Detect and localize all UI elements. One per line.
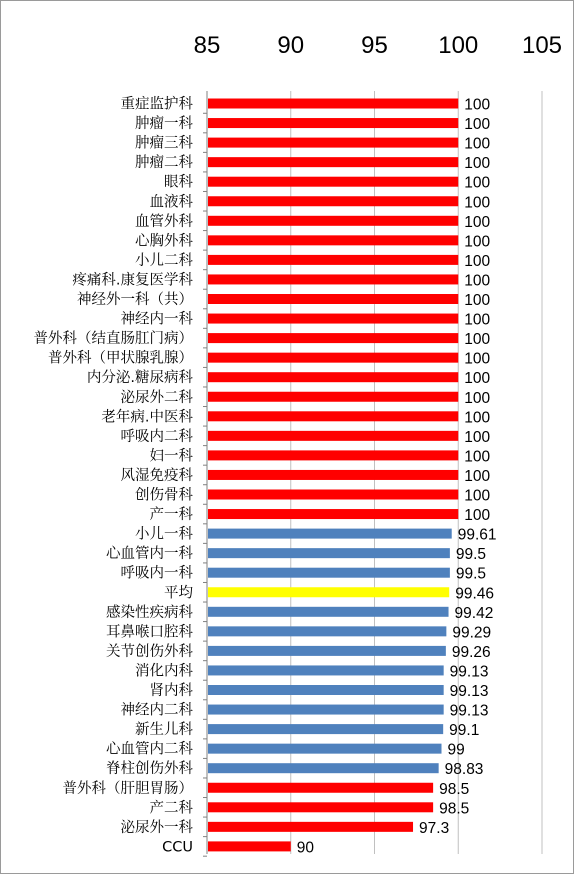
bar: [208, 665, 444, 675]
bar: [208, 157, 458, 167]
value-label: 100: [464, 292, 491, 309]
value-label: 100: [464, 213, 491, 231]
value-label: 99.5: [455, 565, 487, 583]
value-label: 100: [464, 370, 491, 388]
x-tick-label: 95: [361, 32, 388, 59]
value-label: 99.5: [455, 546, 487, 564]
category-label: 耳鼻喉口腔科: [106, 624, 193, 641]
category-label: 普外科（结直肠肛门病）: [33, 331, 193, 348]
category-label: 妇一科: [149, 448, 193, 465]
category-label: CCU: [162, 839, 193, 856]
bar: [208, 333, 458, 343]
value-label: 100: [464, 448, 491, 466]
bar: [208, 509, 458, 519]
category-label: 肾内科: [149, 683, 193, 699]
category-label: 感染性疾病科: [106, 604, 193, 621]
bar: [208, 490, 458, 500]
bar: [208, 255, 458, 265]
value-label: 100: [464, 155, 491, 173]
bar: [208, 235, 458, 245]
value-label: 100: [464, 272, 491, 290]
value-label: 99.26: [451, 643, 491, 661]
bar: [208, 392, 458, 402]
value-label: 98.5: [439, 780, 470, 798]
value-label: 99.61: [457, 526, 497, 544]
bar: [208, 646, 446, 656]
bar: [208, 529, 452, 539]
category-label: 平均: [164, 585, 193, 602]
value-label: 99: [447, 741, 465, 759]
bar: [208, 763, 439, 773]
value-label: 98.83: [444, 761, 484, 779]
bar: [208, 118, 458, 128]
value-label: 100: [464, 233, 491, 251]
bar: [208, 372, 458, 382]
value-label: 99.46: [455, 585, 495, 603]
bars: [208, 99, 458, 852]
value-label: 100: [464, 174, 491, 192]
category-label: 心血管内二科: [106, 741, 193, 758]
category-label: 普外科（甲状腺乳腺）: [48, 350, 193, 367]
bar: [208, 548, 450, 558]
category-label: 重症监护科: [120, 96, 193, 113]
category-label: 眼科: [164, 174, 193, 191]
category-label: 神经内二科: [120, 702, 193, 719]
value-label: 99.13: [449, 683, 489, 700]
category-label: 脊柱创伤外科: [106, 761, 193, 778]
bar: [208, 138, 458, 148]
category-label: 神经内一科: [120, 311, 193, 328]
bar: [208, 822, 413, 832]
value-label: 100: [464, 135, 491, 153]
value-label: 100: [464, 507, 491, 525]
bar: [208, 607, 449, 617]
category-label: 泌尿外一科: [120, 819, 193, 836]
value-label: 100: [464, 428, 491, 446]
bar: [208, 568, 450, 578]
bar: [208, 294, 458, 304]
category-label: 泌尿外二科: [120, 389, 193, 406]
value-label: 100: [464, 389, 491, 407]
bar: [208, 431, 458, 441]
category-label: 心胸外科: [135, 233, 193, 250]
category-label: 疼痛科.康复医学科: [72, 272, 193, 289]
bar: [208, 177, 458, 187]
bar: [208, 99, 458, 109]
bar: [208, 196, 458, 206]
bar: [208, 450, 458, 460]
category-label: 老年病.中医科: [101, 409, 193, 426]
category-label: 小儿一科: [135, 526, 193, 543]
value-label: 100: [464, 311, 491, 329]
category-label: 血管外科: [135, 213, 193, 230]
category-label: 产一科: [149, 507, 193, 524]
bar: [208, 783, 433, 793]
value-label: 100: [464, 409, 491, 427]
value-label: 99.13: [449, 702, 489, 720]
category-label: 肿瘤二科: [135, 155, 193, 172]
bar: [208, 587, 449, 597]
category-label: 新生儿科: [135, 722, 193, 739]
category-label: 心血管内一科: [106, 546, 193, 563]
bar: [208, 470, 458, 480]
bar: [208, 314, 458, 324]
value-label: 99.42: [454, 604, 494, 622]
category-label: 血液科: [149, 194, 193, 211]
category-label: 产二科: [149, 800, 193, 817]
category-label: 肿瘤一科: [135, 116, 193, 133]
category-label: 消化内科: [135, 663, 193, 680]
x-tick-label: 100: [438, 32, 479, 59]
category-label: 肿瘤三科: [135, 135, 193, 152]
bar: [208, 841, 291, 851]
value-label: 97.3: [419, 819, 450, 837]
value-label: 100: [464, 252, 491, 270]
category-label: 神经外一科（共）: [77, 292, 193, 308]
value-label: 100: [464, 194, 491, 212]
category-label: 关节创伤外科: [106, 643, 193, 660]
x-tick-label: 90: [277, 32, 305, 59]
bar: [208, 685, 444, 695]
bar-chart: [1, 1, 573, 873]
value-label: 98.5: [439, 800, 470, 818]
category-label: 小儿二科: [135, 252, 193, 269]
bar: [208, 274, 458, 284]
value-label: 90: [296, 839, 314, 857]
bar: [208, 802, 433, 812]
value-label: 99.13: [449, 663, 489, 681]
value-label: 100: [464, 116, 491, 134]
value-label: 100: [464, 331, 491, 349]
category-label: 风湿免疫科: [120, 467, 193, 484]
y-axis: [203, 91, 207, 856]
bar: [208, 216, 458, 226]
bar: [208, 744, 442, 754]
category-label: 呼吸内二科: [120, 428, 193, 445]
bar: [208, 724, 443, 734]
value-label: 99.29: [452, 624, 492, 642]
x-tick-label: 85: [193, 32, 221, 59]
category-label: 普外科（肝胆胃肠）: [62, 780, 193, 797]
x-tick-label: 105: [521, 32, 563, 59]
value-label: 99.1: [449, 722, 480, 740]
bar: [208, 353, 458, 363]
bar: [208, 626, 446, 636]
category-label: 内分泌.糖尿病科: [86, 370, 193, 387]
category-label: 呼吸内一科: [120, 565, 193, 582]
category-labels: [34, 96, 194, 856]
bar: [208, 705, 444, 715]
value-label: 100: [464, 487, 491, 505]
value-label: 100: [464, 350, 491, 368]
x-axis-ticks: [194, 32, 562, 59]
bar: [208, 411, 458, 421]
value-label: 100: [464, 96, 491, 114]
value-label: 100: [464, 467, 491, 485]
category-label: 创伤骨科: [135, 487, 193, 504]
